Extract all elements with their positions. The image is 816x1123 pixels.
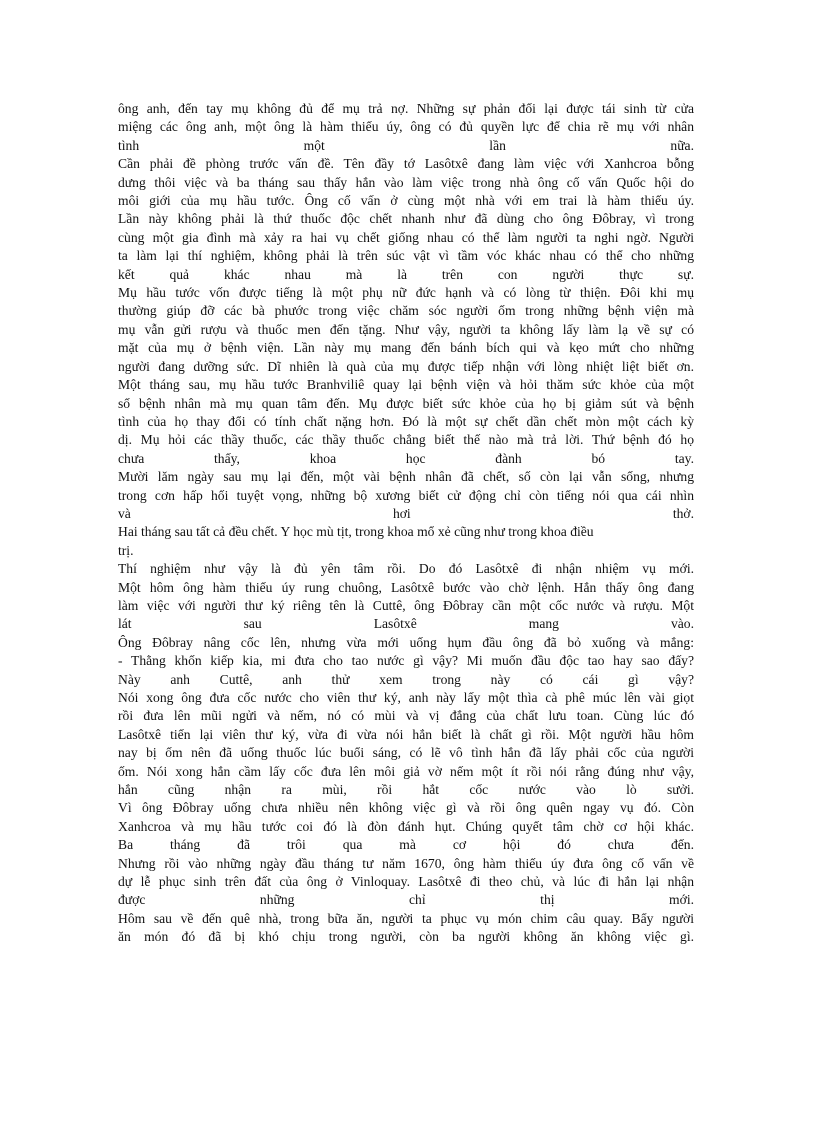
text-line: Ba tháng đã trôi qua mà cơ hội đó chưa đến. [118, 837, 694, 853]
text-line: trị. [118, 542, 134, 558]
text-line: tình một lần nữa. [118, 137, 694, 153]
text-line: Mười lăm ngày sau mụ lại đến, một vài bệnh nhân đã chết, số còn lại vẫn sống, nhưng [118, 469, 694, 485]
text-line: hắn cũng nhận ra mùi, rồi hắt cốc nước vào lò sưởi. [118, 782, 694, 798]
text-line: Ông Đôbray nâng cốc lên, nhưng vừa mới uống hụm đầu ông đã bỏ xuống và mắng: [118, 634, 694, 650]
text-line: người đang dưỡng sức. Dĩ nhiên là quà của mụ được tiếp nhận với lòng nhiệt liệt biết ơn. [118, 358, 694, 374]
text-line: Nhưng rồi vào những ngày đầu tháng tư năm 1670, ông hàm thiếu úy đưa ông cố vấn về [118, 855, 694, 871]
text-line: ăn món đó đã bị khó chịu trong người, còn ba người không ăn không việc gì. [118, 929, 694, 945]
text-line: dự lễ phục sinh trên đất của ông ở Vinloquay. Lasôtxê đi theo chủ, và lúc đi hắn lại nhận [118, 874, 694, 890]
text-line: làm việc với người thư ký riêng tên là Cuttê, ông Đôbray cần một cốc nước và rượu. Một [118, 597, 694, 613]
text-line: Lần này không phải là thứ thuốc độc chết nhanh như đã dùng cho ông Đôbray, vì trong [118, 211, 694, 227]
text-line: dưng thôi việc và ba tháng sau thấy hắn vào làm việc trong nhà ông cố vấn Quốc hội do [118, 174, 694, 190]
text-line: Lasôtxê tiến lại viên thư ký, vừa đi vừa nói hắn biết là chất gì rồi. Một người hầu hôm [118, 726, 694, 742]
text-line: rồi đưa lên mũi ngửi và nếm, nó có mùi và vị đắng của chất lưu toan. Cùng lúc đó [118, 708, 694, 724]
document-page [118, 100, 694, 947]
text-line: Cần phải đề phòng trước vấn đề. Tên đầy tớ Lasôtxê đang làm việc với Xanhcroa bỗng [118, 156, 694, 172]
text-line: môi giới của mụ hầu tước. Ông cố vấn ở cùng một nhà với em trai là hàm thiếu úy. [118, 193, 694, 209]
text-line: lát sau Lasôtxê mang vào. [118, 616, 694, 632]
text-line: Hôm sau về đến quê nhà, trong bữa ăn, người ta phục vụ món chim câu quay. Bẩy người [118, 910, 694, 926]
text-line: Mụ hầu tước vốn được tiếng là một phụ nữ đức hạnh và có lòng từ thiện. Đôi khi mụ [118, 285, 694, 301]
text-line: Một hôm ông hàm thiếu úy rung chuông, Lasôtxê bước vào chờ lệnh. Hắn thấy ông đang [118, 579, 694, 595]
text-line: Hai tháng sau tất cả đều chết. Y học mù tịt, trong khoa mổ xẻ cũng như trong khoa điều [118, 524, 594, 540]
text-line: ốm. Nói xong hắn cầm lấy cốc đưa lên môi giả vờ nếm một ít rồi nói rằng đúng như vậy, [118, 763, 694, 779]
text-line: miệng các ông anh, một ông là hàm thiếu úy, ông có đủ quyền lực để chia rẽ mụ với nhân [118, 119, 694, 135]
text-line: ông anh, đến tay mụ không đủ để mụ trả nợ. Những sự phản đối lại được tái sinh từ cửa [118, 101, 694, 116]
text-line: thường giúp đỡ các bà phước trong việc chăm sóc người ốm trong những bệnh viện mà [118, 303, 694, 319]
text-line: Xanhcroa và mụ hầu tước coi đó là đòn đánh hụt. Chúng quyết tâm chờ cơ hội khác. [118, 818, 694, 834]
text-line: tình của họ thay đổi có tính chất nặng hơn. Đó là một sự chết dần chết mòn một cách kỳ [118, 413, 694, 429]
text-line: trong cơn hấp hối tuyệt vọng, những bộ xương biết cử động chỉ còn tiếng nói qua cái nhìn [118, 487, 694, 503]
text-line: ta làm lại thí nghiệm, không phải là trên súc vật vì tầm vóc khác nhau có thể cho những [118, 248, 694, 264]
text-line: mụ vẫn gửi rượu và thuốc men đến tặng. Như vậy, người ta không lấy làm lạ về sự có [118, 321, 694, 337]
text-line: chưa thấy, khoa học đành bó tay. [118, 450, 694, 466]
text-line: Thí nghiệm như vậy là đủ yên tâm rồi. Do đó Lasôtxê đi nhận nhiệm vụ mới. [118, 561, 694, 577]
text-line: nay bị ốm nên đã uống thuốc lúc buổi sáng, có lẽ vô tình hắn đã lấy phải cốc của người [118, 745, 694, 761]
text-line: Một tháng sau, mụ hầu tước Branhviliê quay lại bệnh viện và hỏi thăm sức khỏe của một [118, 377, 694, 393]
text-line: Nói xong ông đưa cốc nước cho viên thư ký, anh này lấy một thìa cà phê múc lên vài giọt [118, 690, 694, 705]
text-line: Này anh Cuttê, anh thử xem trong này có cái gì vậy? [118, 671, 694, 687]
text-line: được những chỉ thị mới. [118, 892, 694, 908]
text-line: cùng một gia đình mà xảy ra hai vụ chết giống nhau có thể làm người ta nghi ngờ. Người [118, 229, 694, 245]
text-line: dị. Mụ hỏi các thầy thuốc, các thầy thuốc chẳng biết thế nào mà trả lời. Thứ bệnh đó họ [118, 432, 694, 448]
text-line: số bệnh nhân mà mụ quan tâm đến. Mụ được biết sức khỏe của họ bị giảm sút và bệnh [118, 395, 694, 411]
text-line: và hơi thở. [118, 505, 694, 521]
text-line: Vì ông Đôbray uống chưa nhiều nên không việc gì và rồi ông quên ngay vụ đó. Còn [118, 800, 694, 816]
text-line: kết quả khác nhau mà là trên con người thực sự. [118, 266, 694, 282]
text-line: - Thằng khốn kiếp kia, mi đưa cho tao nước gì vậy? Mi muốn đầu độc tao hay sao đấy? [118, 653, 694, 669]
text-line: mặt của mụ ở bệnh viện. Lần này mụ mang đến bánh bích qui và kẹo mứt cho những [118, 340, 694, 356]
